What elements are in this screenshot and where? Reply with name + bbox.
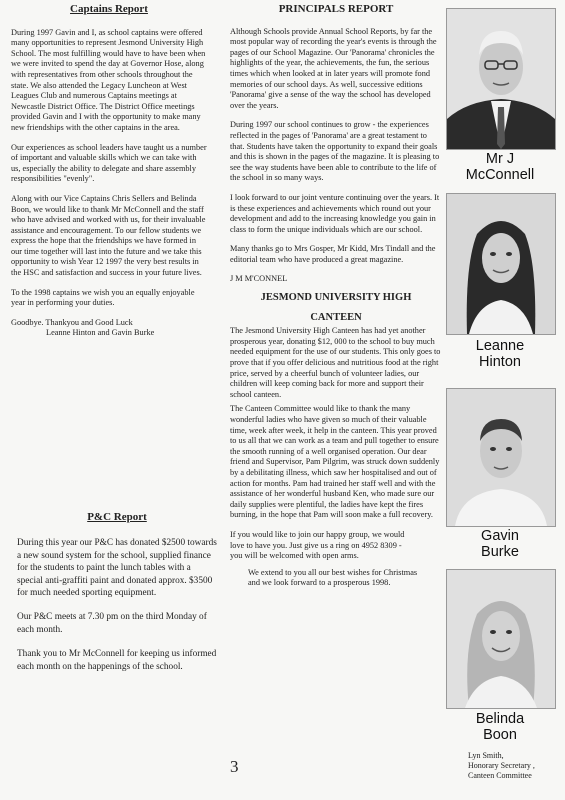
- caption-line: Boon: [483, 727, 517, 743]
- captains-paragraph: To the 1998 captains we wish you an equally enjoyable year in performing your duties.: [11, 287, 195, 308]
- photo-hinton: [446, 193, 556, 335]
- pandc-paragraph: During this year our P&C has donated $2500 towards a new sound system for the school, supplied finance for the students to paint the lunch tables with a special anti-graffiti paint and donated approx. $3500 for much needed sporting equipment.: [17, 538, 217, 599]
- pandc-heading: P&C Report: [87, 511, 147, 523]
- canteen-heading-line2: CANTEEN: [310, 311, 362, 323]
- pandc-paragraph: Our P&C meets at 7.30 pm on the third Monday of each month.: [17, 612, 207, 635]
- principal-paragraph: I look forward to our joint venture continuing over the years. It is these experiences and achievements which round out your development and add to the increasing knowledge you gain in class to form the unique individuals which are our school.: [230, 192, 440, 234]
- captains-paragraph: Along with our Vice Captains Chris Sellers and Belinda Boon, we would like to thank Mr McConnell and the staff who have advised and worked with us, for their invaluable assistance and encouragement. To our fellow students we express the hope that the friendships we have formed in our time together will last into the future and we take this opportunity to wish Year 12 1997 the very best results in the HSC and satisfaction and success in your future lives.: [11, 193, 206, 278]
- caption-line: Mr J: [485, 151, 515, 167]
- captains-signers: Leanne Hinton and Gavin Burke: [46, 328, 155, 338]
- canteen-signer-title: Honorary Secretary ,: [468, 761, 535, 770]
- middle-column: [230, 4, 442, 598]
- photo-burke: [446, 388, 556, 527]
- canteen-paragraph: We extend to you all our best wishes for Christmas and we look forward to a prosperous 1998.: [248, 567, 418, 588]
- captains-paragraph: Our experiences as school leaders have taught us a number of important and valuable skills which we can take with us, especially the ability to delegate and share assembly responsibilities "evenly".: [11, 142, 207, 184]
- pandc-paragraph: Thank you to Mr McConnell for keeping us informed each month on the happenings of the school.: [17, 649, 217, 672]
- photo-mcconnell: [446, 8, 556, 150]
- caption-line: Hinton: [479, 354, 521, 370]
- page-number: 3: [230, 757, 239, 776]
- canteen-heading-line1: JESMOND UNIVERSITY HIGH: [260, 292, 412, 304]
- captains-report-heading: Captains Report: [70, 3, 148, 15]
- caption-line: Gavin: [481, 528, 519, 544]
- caption-mcconnell: [446, 151, 554, 183]
- caption-line: McConnell: [465, 167, 535, 183]
- principals-report-heading: PRINCIPALS REPORT: [278, 3, 394, 15]
- principal-paragraph: Many thanks go to Mrs Gosper, Mr Kidd, Mrs Tindall and the editorial team who have produced a great magazine.: [230, 244, 436, 264]
- canteen-signature: [468, 751, 558, 781]
- principal-paragraph: During 1997 our school continues to grow - the experiences reflected in the pages of 'Panorama' are a great testament to that. Students have taken the opportunity to expand their goals and this is shown in the pages of the magazine. It is pleasing to see the way students have been able to contribute to the life of the school in so many ways.: [230, 120, 440, 183]
- canteen-paragraph: If you would like to join our happy group, we would love to have you. Just give us a ring on 4952 8309 - you will be welcomed with open arms.: [230, 529, 405, 561]
- left-column: [11, 4, 207, 348]
- caption-line: Leanne: [475, 338, 525, 354]
- caption-hinton: [446, 338, 554, 370]
- caption-line: Burke: [481, 544, 519, 560]
- canteen-signer-name: Lyn Smith,: [468, 751, 504, 760]
- captains-signoff: Goodbye. Thankyou and Good Luck: [11, 317, 133, 327]
- principal-paragraph: Although Schools provide Annual School Reports, by far the most popular way of recording the year's events is through the pages of our School Magazine. Our 'Panorama' chronicles the highlights of the year, the achievements, the fun, the serious times which when looked at in later years will promote fond memories of our school days. As well, successive editions 'Panorama' give a sense of the way the school has developed over the years.: [230, 26, 437, 110]
- caption-line: Belinda: [475, 711, 525, 727]
- captains-paragraph: During 1997 Gavin and I, as school captains were offered many opportunities to represent Jesmond University High School. The most fulfilling would have to have been when we were invited to spend the day at Governor Hose, along with representatives from other schools throughout the state. We also attended the Legacy Luncheon at West Leagues Club and numerous Captains meetings at Newcastle District Office. The District Office meetings provided Gavin and I with the opportunity to make many new friendships with the other captains in the area.: [11, 27, 206, 132]
- canteen-paragraph: The Jesmond University High Canteen has had yet another prosperous year, donating $12, 000 to the school to buy much needed equipment for the use of our students. This only goes to prove that if you offer delicious and nutritious food at the right price, served by a cheerful bunch of volunteer ladies, our children will keep coming back for more and support their school canteen.: [230, 326, 441, 399]
- caption-boon: [446, 711, 554, 743]
- principal-signature: J M M'CONNEL: [230, 274, 288, 284]
- photo-boon: [446, 569, 556, 709]
- canteen-signer-committee: Canteen Committee: [468, 771, 532, 780]
- canteen-paragraph: The Canteen Committee would like to thank the many wonderful ladies who have given so much of their valuable time, week after week, it help in the canteen. This year proved to us all that we can work as a team and pull together to ensure the smooth running of a well organised operation. Our dear friend and Supervisor, Pam Pilgrim, was struck down suddenly by a debilitating illness, which saw her hospitalised and out of action for months. Pam had trained her staff well and with the assistance of her wonderful husband Ken, who made sure our daily supplies were plentiful, the ladies have kept the fires burning, in the hope that Pam will soon make a full recovery.: [230, 404, 440, 520]
- caption-burke: [446, 528, 554, 560]
- pandc-report: [17, 511, 217, 685]
